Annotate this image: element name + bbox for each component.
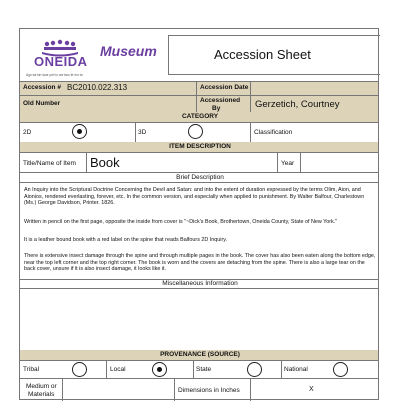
medium-label-1: Medium or [26, 383, 57, 390]
title-label: Title/Name of Item [23, 160, 76, 167]
provenance-tribal-label: Tribal [23, 366, 40, 373]
accessioned-by-label-2: By [212, 105, 221, 112]
category-2d-radio[interactable] [72, 124, 87, 139]
logo-tagline: Ago·sa·kin·dwa·yoh·lo·wa·kwo·le·mu·ta [26, 73, 83, 77]
category-2d-label: 2D [23, 129, 32, 136]
provenance-national-radio[interactable] [333, 362, 348, 377]
description-paragraph-2: Written in pencil on the first page, opposite the inside from cover is "~Dick's Book, Brothertown, Oneida County, State of New York." [24, 219, 338, 225]
old-number-label: Old Number [23, 100, 61, 107]
accession-sheet [19, 28, 379, 400]
classification-label: Classification [254, 129, 293, 136]
year-label: Year [281, 160, 295, 167]
brief-description-label: Brief Description [176, 174, 224, 181]
provenance-state-radio[interactable] [247, 362, 262, 377]
category-heading: CATEGORY [181, 113, 219, 120]
dimensions-label: Dimensions in Inches [178, 387, 240, 394]
misc-information-field[interactable] [20, 289, 380, 350]
provenance-local-radio[interactable] [152, 362, 167, 377]
oneida-logo [20, 29, 100, 81]
category-3d-label: 3D [138, 129, 147, 136]
description-paragraph-3: It is a leather bound book with a red label on the spine that reads Balfours 2D Inquiry. [24, 237, 228, 243]
provenance-heading: PROVENANCE (SOURCE) [160, 351, 240, 358]
provenance-state-label: State [196, 366, 212, 373]
description-paragraph-1: An Inquiry into the Scriptural Doctrine Concerning the Devil and Satan: and into the extent of duration expressed by the terms Olim, Aion, and Aionios, rendered everlasting, forever, etc. In the common version, and especially when applied to punishment. By Walter Balfour, Charlestown (Ms.) George Davidson, Printer. 1826. [24, 187, 365, 206]
provenance-tribal-radio[interactable] [72, 362, 87, 377]
accession-number-value[interactable]: BC2010.022.313 [67, 83, 128, 92]
provenance-local-label: Local [110, 366, 126, 373]
title-value[interactable]: Book [90, 155, 120, 170]
accession-date-label: Accession Date [200, 84, 249, 91]
page-title: Accession Sheet [214, 47, 311, 62]
provenance-national-label: National [284, 366, 308, 373]
misc-information-label: Miscellaneous Information [162, 280, 238, 287]
medium-label-2: Materials [28, 391, 55, 398]
item-heading: ITEM DESCRIPTION [169, 143, 231, 150]
accessioned-by-label-1: Accessioned [200, 97, 241, 104]
logo-name: ONEIDA [34, 54, 88, 69]
accession-number-label: Accession # [23, 84, 61, 91]
dimensions-separator: X [309, 386, 314, 393]
museum-label: Museum [100, 43, 157, 59]
accessioned-by-value[interactable]: Gerzetich, Courtney [255, 99, 340, 110]
category-3d-radio[interactable] [188, 124, 203, 139]
description-paragraph-4: There is extensive insect damage through the spine and through multiple pages in the book. The cover has also been eaten along the bottom edge, near the top left corner and the top right corner. The book is worn and the covers are detaching from the spine. There is also a large tear on the back cover, unsure if it is also insect damage, it looks like it. [24, 253, 376, 272]
